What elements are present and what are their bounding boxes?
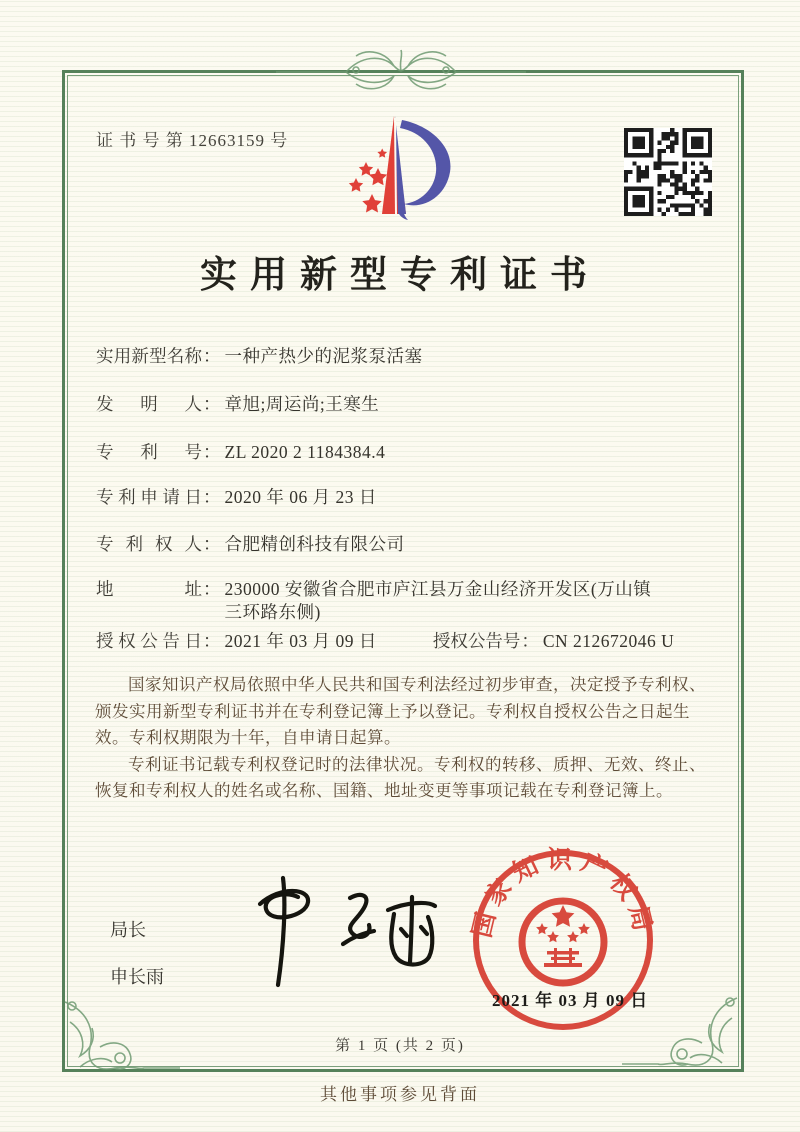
field-row-address [96,578,655,624]
back-note: 其他事项参见背面 [320,1085,480,1104]
director-handwritten-signature-icon [222,872,442,992]
field-colon: ： [203,442,221,462]
field-row-grant [96,630,706,653]
field-label: 专利号 [96,442,202,462]
field-value-patent-number: ZL 2020 2 1184384.4 [224,442,386,462]
legal-text [95,672,707,805]
field-row-patent-no [96,441,385,464]
seal-date: 2021 年 03 月 09 日 [492,991,649,1010]
field-colon: ： [203,579,221,599]
field-colon: ： [203,487,221,507]
field-label-grant-no: 授权公告号 [432,631,521,651]
field-label: 发明人 [96,394,202,414]
cnipa-patent-logo-icon [332,110,468,228]
seal-text: 国家知识产权局 [468,847,658,941]
field-colon: ： [203,534,221,554]
certificate-number: 证 书 号 第 12663159 号 [96,131,289,150]
qr-code-icon [622,128,714,216]
national-emblem [522,901,604,983]
field-value-patentee: 合肥精创科技有限公司 [224,534,405,554]
field-colon: ： [203,346,221,366]
field-row-patentee [96,533,405,556]
field-value-filing-date: 2020 年 06 月 23 日 [224,487,377,507]
field-label: 专利权人 [96,534,202,554]
field-row-name [96,345,423,368]
svg-text:国家知识产权局 [468,846,658,940]
field-value-utility-model-name: 一种产热少的泥浆泵活塞 [224,346,423,366]
field-label: 实用新型名称 [96,346,202,366]
director-block [110,916,164,989]
field-row-inventors [96,393,379,416]
field-colon: ： [203,394,221,414]
field-value-grant-date: 2021 年 03 月 09 日 [224,631,377,651]
certificate-title: 实用新型专利证书 [200,255,600,296]
director-name: 申长雨 [110,967,164,987]
field-value-grant-no: CN 212672046 U [542,631,675,651]
field-value-inventors: 章旭;周运尚;王寒生 [224,394,380,414]
page-number: 第 1 页 (共 2 页) [335,1038,465,1054]
field-label: 专利申请日 [96,487,202,507]
legal-paragraph-1: 国家知识产权局依照中华人民共和国专利法经过初步审查，决定授予专利权、颁发实用新型专利证书并在专利登记簿上予以登记。专利权自授权公告之日起生效。专利权期限为十年，自申请日起算。 [95,675,706,747]
field-colon: ： [203,631,221,651]
director-title: 局长 [110,920,146,940]
field-label: 授权公告日 [96,631,202,651]
legal-paragraph-2: 专利证书记载专利权登记时的法律状况。专利权的转移、质押、无效、终止、恢复和专利权人的姓名或名称、国籍、地址变更等事项记载在专利登记簿上。 [95,754,706,800]
field-colon: ： [521,631,539,651]
field-row-filing-date [96,486,377,509]
field-value-address: 230000 安徽省合肥市庐江县万金山经济开发区(万山镇三环路东侧) [224,579,652,622]
field-label: 地址 [96,579,202,599]
